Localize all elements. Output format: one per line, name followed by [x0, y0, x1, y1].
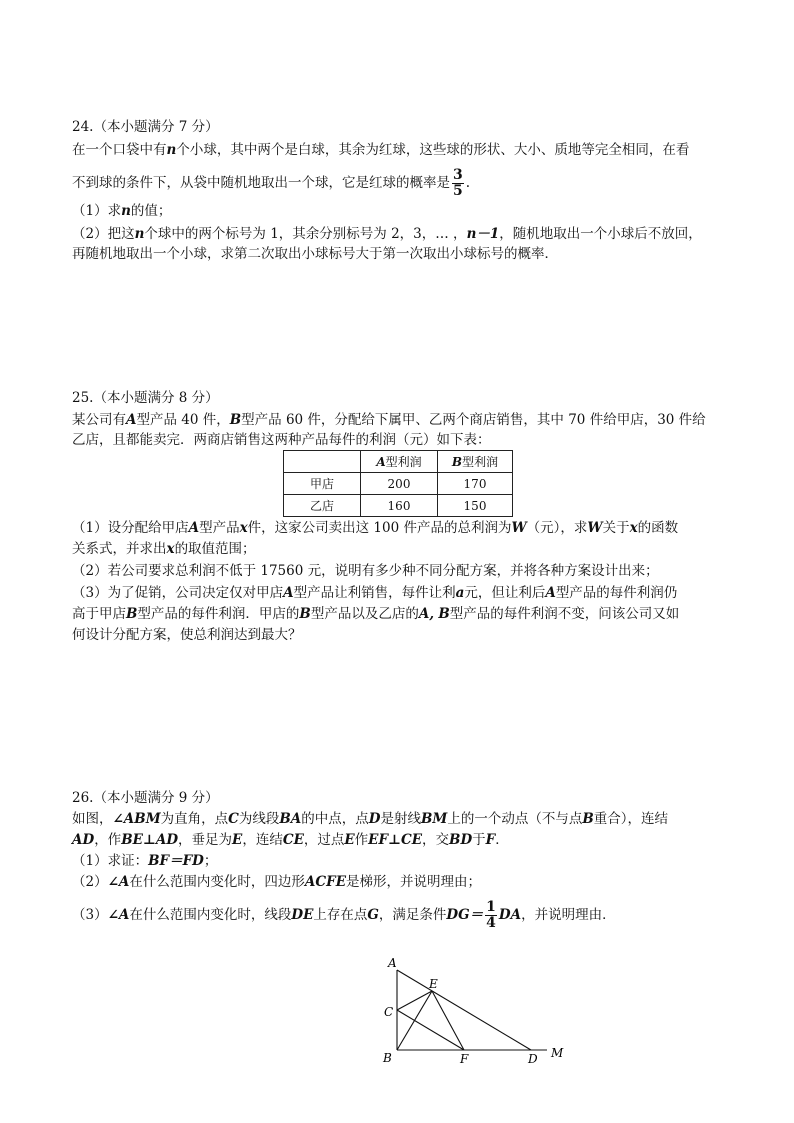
q25-sub2: （2）若公司要求总利润不低于 17560 元，说明有多少种不同分配方案，并将各种方案设计出来；	[72, 563, 659, 579]
q24-header: 24.（本小题满分 7 分）	[72, 119, 219, 135]
q26-line2: AD，作BE⊥AD，垂足为E，连结CE，过点E作EF⊥CE，交BD于F．	[72, 832, 509, 848]
label-e: E	[429, 977, 438, 991]
fraction-3-5: $\frac{3}{5}$	[453, 167, 463, 199]
q26-sub2: （2）∠A在什么范围内变化时，四边形ACFE是梯形，并说明理由；	[72, 874, 481, 890]
q24-sub2-cont: 再随机地取出一个小球，求第二次取出小球标号大于第一次取出小球标号的概率．	[72, 246, 558, 262]
q25-sub3-cont2: 何设计分配方案，使总利润达到最大？	[72, 627, 302, 643]
q24-sub2: （2）把这n个球中的两个标号为 1，其余分别标号为 2，3，… ，n－1，随机地取出一个小球后不放回，	[72, 226, 702, 242]
label-a: A	[388, 956, 397, 970]
table-header-a: A型利润	[361, 451, 438, 473]
segment-ad	[397, 970, 531, 1050]
q26-header: 26.（本小题满分 9 分）	[72, 790, 219, 806]
q26-line1: 如图，∠ABM为直角，点C为线段BA的中点，点D是射线BM上的一个动点（不与点B重合），连结	[72, 811, 669, 827]
label-c: C	[384, 1005, 394, 1019]
table-corner-cell	[284, 451, 361, 473]
q25-header: 25.（本小题满分 8 分）	[72, 390, 219, 406]
q25-line1: 某公司有A型产品 40 件，B型产品 60 件，分配给下属甲、乙两个商店销售，其中 70 件给甲店，30 件给	[72, 412, 706, 428]
label-d: D	[528, 1052, 538, 1066]
q24-sub1: （1）求n的值；	[72, 203, 172, 219]
q24-line2: 不到球的条件下，从袋中随机地取出一个球，它是红球的概率是 $\frac{3}{5}$ .	[72, 167, 471, 199]
fraction-1-4: $\frac{1}{4}$	[486, 899, 496, 931]
table-row: 甲店 200 170	[284, 473, 513, 495]
q26-sub3: （3）∠A在什么范围内变化时，线段DE上存在点G，满足条件DG＝ $\frac{1}{4}$ DA，并说明理由．	[72, 899, 616, 931]
profit-table	[283, 450, 513, 517]
segment-cf	[397, 1010, 464, 1050]
table-header-row	[284, 451, 513, 473]
q25-sub1: （1）设分配给甲店A型产品x件，这家公司卖出这 100 件产品的总利润为W（元），求W关于x的函数	[72, 520, 679, 536]
q26-sub1: （1）求证：BF＝FD；	[72, 853, 218, 869]
table-row: 乙店 160 150	[284, 495, 513, 517]
q25-sub3: （3）为了促销，公司决定仅对甲店A型产品让利销售，每件让利a元，但让利后A型产品的每件利润仍	[72, 585, 678, 601]
table-header-b: B型利润	[438, 451, 513, 473]
q25-line2: 乙店，且都能卖完．两商店销售这两种产品每件的利润（元）如下表：	[72, 432, 491, 448]
q25-sub3-cont: 高于甲店B型产品的每件利润．甲店的B型产品以及乙店的A, B型产品的每件利润不变，问该公司又如	[72, 606, 680, 622]
geometry-figure	[375, 950, 575, 1070]
q25-sub1-cont: 关系式，并求出x的取值范围；	[72, 541, 256, 557]
label-m: M	[551, 1046, 564, 1060]
label-f: F	[460, 1052, 469, 1066]
label-b: B	[383, 1051, 392, 1065]
q24-line1: 在一个口袋中有n个小球，其中两个是白球，其余为红球，这些球的形状、大小、质地等完全相同，在看	[72, 142, 690, 158]
